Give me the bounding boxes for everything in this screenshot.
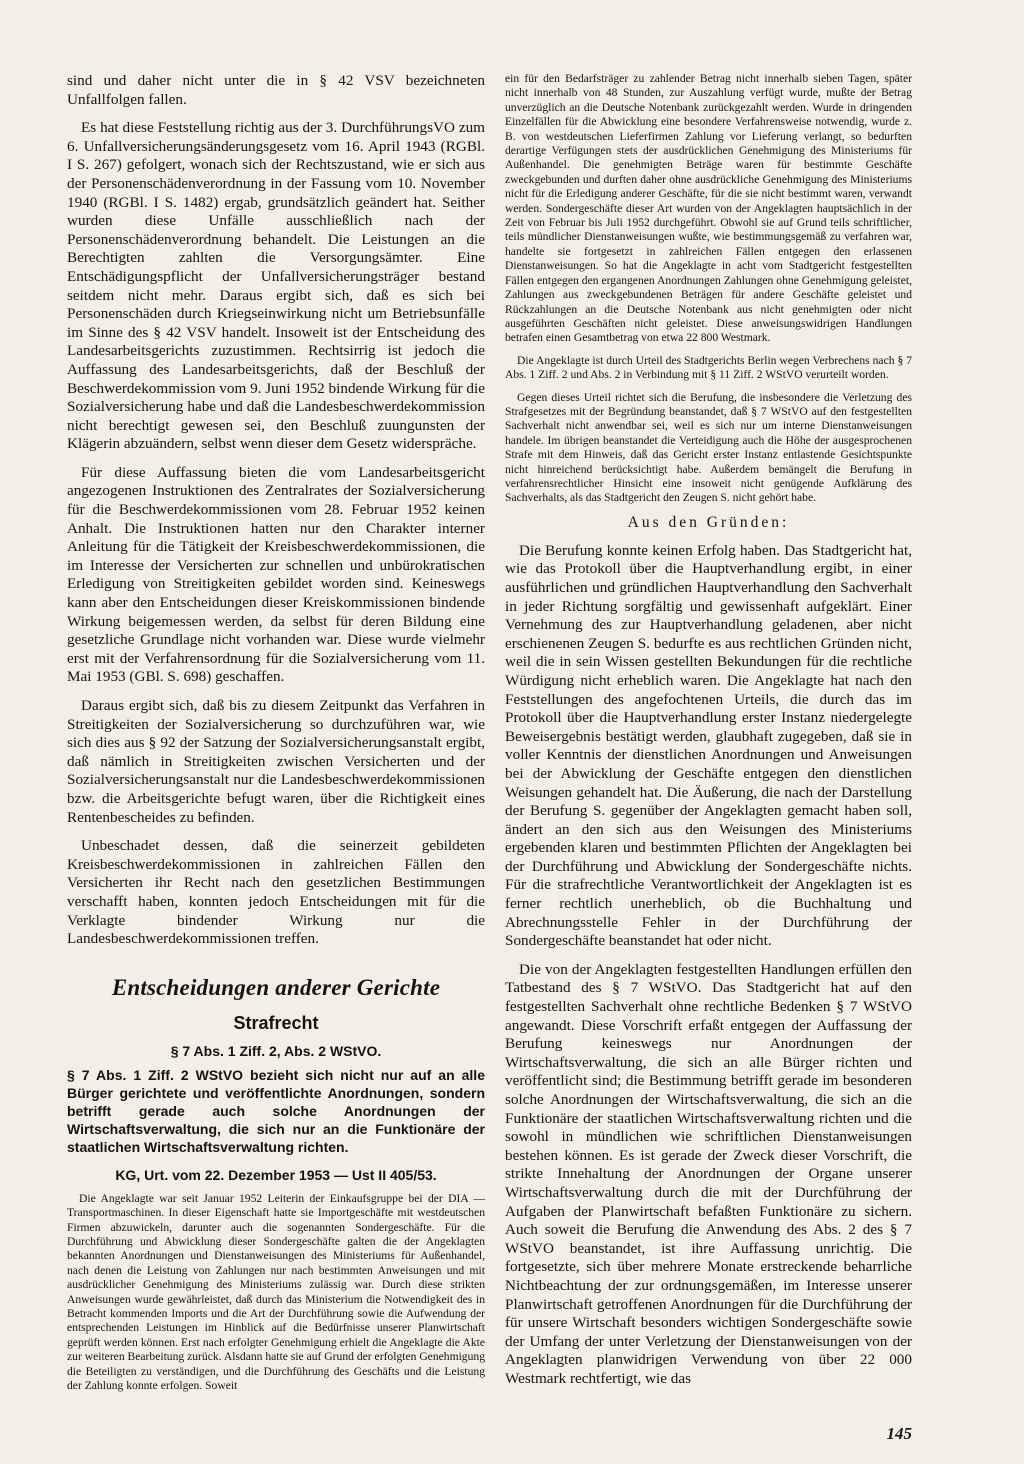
section-heading: Entscheidungen anderer Gerichte bbox=[111, 974, 441, 1000]
paragraph: Daraus ergibt sich, daß bis zu diesem Zeitpunkt das Verfahren in Streitigkeiten der Sozialversicherung so durchzuführen war, wie sich dies aus § 92 der Satzung der Sozialversicherungsanstalt ergibt, daß nämlich in Streitigkeiten zwischen Versicherten und der Sozialversicherungsanstalt nur die Landesbeschwerdekommissionen bzw. die Arbeitsgerichte befugt waren, über die Richtigkeit eines Rentenbescheides zu befinden. bbox=[67, 697, 485, 826]
case-reference: KG, Urt. vom 22. Dezember 1953 — Ust II 405/53. bbox=[115, 1166, 437, 1183]
sub-heading: Strafrecht bbox=[233, 1012, 319, 1033]
paragraph: Es hat diese Feststellung richtig aus der 3. DurchführungsVO zum 6. Unfallversicherungsänderungsgesetz vom 16. April 1943 (RGBl. I S. 267) gefolgert, wonach sich der Rechtszustand, wie er sich aus der Personenschädenverordnung in der Fassung vom 10. November 1940 (RGBl. I S. 1482) ergab, grundsätzlich geändert hat. Seither wurden diese Unfälle ausschließlich nach der Personenschädenverordnung behandelt. Die Leistungen an die Berechtigten zahlten die Versorgungsämter. Eine Entschädigungspflicht der Unfallversicherungsträger bestand seitdem nicht mehr. Daraus ergibt sich, daß es sich bei Personenschäden durch Kriegseinwirkung nicht um Betriebsunfälle im Sinne des § 42 VSV handelt. Insoweit ist der Entscheidung des Landesarbeitsgerichts zuzustimmen. Rechtsirrig ist jedoch die Auffassung des Landesarbeitsgerichts, daß der Beschluß der Beschwerdekommission vom 9. Juni 1952 bindende Wirkung für die Sozialversicherung habe und daß die Landesbeschwerdekommission nicht berechtigt gewesen sei, den Beschluß zuungunsten der Klägerin abzuändern, selbst wenn dieser dem Gesetz widerspräche. bbox=[67, 119, 485, 453]
paragraph: Gegen dieses Urteil richtet sich die Berufung, die insbesondere die Verletzung des Strafgesetzes mit der Begründung beanstandet, daß § 7 WStVO auf den festgestellten Sachverhalt nicht anwendbar sei, weil es sich nur um interne Dienstanweisungen handele. Im übrigen beanstandet die Verteidigung auch die Höhe der ausgesprochenen Strafe mit dem Hinweis, daß das Gericht erster Instanz entlastende Gesichtspunkte nicht hinreichend berücksichtigt habe. Außerdem bemängelt die Berufung in verfahrensrechtlicher Hinsicht eine insoweit nicht genügende Aufklärung des Sachverhalts, als das Stadtgericht den Zeugen S. nicht gehört habe. bbox=[505, 390, 912, 505]
paragraph: Die Angeklagte war seit Januar 1952 Leiterin der Einkaufsgruppe bei der DIA — Transportmaschinen. In dieser Eigenschaft hatte sie Importgeschäfte mit westdeutschen Firmen abzuwickeln, darunter auch die sogenannten Sondergeschäfte. Für die Durchführung und Abwicklung dieser Sondergeschäfte galten die der Angeklagten bekannten Anordnungen und Dienstanweisungen des Ministeriums für Außenhandel, nach denen die Leistung von Zahlungen nur nach bestimmten Anweisungen und mit ausdrücklicher Genehmigung des Ministeriums zulässig war. Durch diese strikten Anweisungen wurde gewährleistet, daß durch das Ministerium die Notwendigkeit des in Betracht kommenden Imports und die Art der Durchführung sowie die Aufwendung der entsprechenden Leistungen im Hinblick auf die Bedürfnisse unserer Planwirtschaft geprüft werden können. Erst nach erfolgter Genehmigung erhielt die Angeklagte die Akte zur weiteren Bearbeitung zurück. Alsdann hatte sie auf Grund der erfolgten Genehmigung die Beteiligten zu verständigen, und die Durchführung des Geschäfts und die Leistung der Zahlung konnte erfolgen. Soweit bbox=[67, 1191, 485, 1392]
paragraph: Für diese Auffassung bieten die vom Landesarbeitsgericht angezogenen Instruktionen des Zentralrates der Sozialversicherung für die Beschwerdekommissionen vom 28. Februar 1952 keinen Anhalt. Die Instruktionen hatten nur den Charakter interner Anleitung für die Tätigkeit der Kreisbeschwerdekommissionen, die im Interesse der Versicherten zur schnellen und unbürokratischen Erledigung von Streitigkeiten gebildet worden sind. Keineswegs kann aber den Entscheidungen dieser Kreiskommissionen bindende Wirkung beigemessen werden, da selbst für deren Bildung eine gesetzliche Grundlage nicht vorhanden war. Diese wurde vielmehr erst mit der Verfahrensordnung für die Sozialversicherung vom 11. Mai 1953 (GBl. S. 698) geschaffen. bbox=[67, 463, 485, 686]
paragraph: sind und daher nicht unter die in § 42 VSV bezeichneten Unfallfolgen fallen. bbox=[67, 72, 485, 108]
paragraph: Unbeschadet dessen, daß die seinerzeit gebildeten Kreisbeschwerdekommissionen in zahlreichen Fällen den Versicherten ihr Recht nach den gesetzlichen Bestimmungen verschafft haben, konnten jedoch Entscheidungen mit für die Verklagte bindender Wirkung nur die Landesbeschwerdekommissionen treffen. bbox=[67, 837, 485, 948]
headnote: § 7 Abs. 1 Ziff. 2 WStVO bezieht sich nicht nur auf an alle Bürger gerichtete und veröffentlichte Anordnungen, sondern betrifft gerade auch solche Anordnungen der Wirtschaftsverwaltung, die sich nur an die Funktionäre der staatlichen Wirtschaftsverwaltung richten. bbox=[67, 1066, 485, 1155]
norm-title: § 7 Abs. 1 Ziff. 2, Abs. 2 WStVO. bbox=[170, 1042, 382, 1059]
reasons-heading: Aus den Gründen: bbox=[627, 513, 790, 531]
facts-section bbox=[67, 1192, 485, 1394]
left-column bbox=[67, 72, 485, 1401]
paragraph: ein für den Bedarfsträger zu zahlender Betrag nicht innerhalb sieben Tagen, später nicht innerhalb von 48 Stunden, zur Auszahlung verfügt wurde, mußte der Betrag unverzüglich an die Deutsche Notenbank zurückgezahlt werden. Wurde in dringenden Einzelfällen für die Abwicklung eine besondere Verfahrensweise notwendig, wurde z. B. von westdeutschen Lieferfirmen Zahlung vor Lieferung verlangt, so bedurften derartige Verfügungen stets der ausdrücklichen Genehmigung des Ministeriums für Außenhandel. Die genehmigten Beträge waren für bestimmte Geschäfte zweckgebunden und durften daher ohne ausdrückliche Genehmigung des Ministeriums nicht für die Erledigung anderer Geschäfte, für die sie nicht bestimmt waren, verwandt werden. Sondergeschäfte dieser Art wurden von der Angeklagten hauptsächlich in der Zeit von Februar bis Juli 1952 durchgeführt. Obwohl sie auf Grund teils schriftlicher, teils mündlicher Dienstanweisungen wußte, wie bestimmungsgemäß zu verfahren war, handelte sie fortgesetzt in zahlreichen Fällen entgegen den erlassenen Dienstanweisungen. So hat die Angeklagte in acht vom Stadtgericht festgestellten Fällen entgegen den ergangenen Anordnungen Zahlungen ohne Genehmigung geleistet, Zahlungen aus zweckgebundenen Beträgen für andere Geschäfte geleistet und Rückzahlungen an die Deutsche Notenbank aus nicht genehmigten oder nicht ausgeführten Geschäften nicht geleistet. Diese anweisungswidrigen Handlungen betrafen einen Gesamtbetrag von etwa 22 800 Westmark. bbox=[505, 72, 912, 345]
page-number: 145 bbox=[886, 1424, 912, 1443]
right-column bbox=[505, 72, 912, 1399]
reasons-body bbox=[505, 542, 912, 1389]
paragraph: Die Angeklagte ist durch Urteil des Stadtgerichts Berlin wegen Verbrechens nach § 7 Abs. 1 Ziff. 2 und Abs. 2 in Verbindung mit § 11 Ziff. 2 WStVO verurteilt worden. bbox=[505, 353, 912, 382]
paragraph: Die von der Angeklagten festgestellten Handlungen erfüllen den Tatbestand des § 7 WStVO. Das Stadtgericht hat auf den festgestellten Sachverhalt ohne rechtliche Bedenken § 7 WStVO angewandt. Diese Vorschrift erfaßt entgegen der Auffassung der Berufung keineswegs nur Anordnungen der Wirtschaftsverwaltung, die sich an alle Bürger richten und veröffentlicht sind; die Bestimmung betrifft gerade im besonderen solche Anordnungen der Wirtschaftsverwaltung, die sich an die Funktionäre der staatlichen Wirtschaftsverwaltung richten und die sowohl in mündlichen wie schriftlichen Dienstanweisungen bestehen können. Es ist gerade der Zweck dieser Vorschrift, die strikte Innehaltung der Anordnungen der Organe unserer Wirtschaftsverwaltung durch die mit der Durchführung der Aufgaben der Planwirtschaft befaßten Funktionäre zu sichern. Auch soweit die Berufung die Anwendung des Abs. 2 des § 7 WStVO beanstandet, ist ihre Auffassung unrichtig. Die fortgesetzte, sich über mehrere Monate erstreckende beharrliche Nichtbeachtung der zur ordnungsgemäßen, im Interesse unserer Planwirtschaft getroffenen Anordnungen für die Durchführung der für unsere Wirtschaft besonders wichtigen Sondergeschäfte sowie der Umfang der unter Verletzung der Dienstanweisungen von der Angeklagten planwidrigen Verwendung von über 22 000 Westmark rechtfertigt, wie das bbox=[505, 960, 912, 1387]
paragraph: Die Berufung konnte keinen Erfolg haben. Das Stadtgericht hat, wie das Protokoll über die Hauptverhandlung ergibt, in einer ausführlichen und gründlichen Hauptverhandlung den Sachverhalt in jeder Richtung sorgfältig und gewissenhaft aufgeklärt. Einer Vernehmung des zur Hauptverhandlung geladenen, aber nicht erschienenen Zeugen S. bedurfte es aus rechtlichen Gründen nicht, weil die in sein Wissen gestellten Bekundungen für die rechtliche Würdigung nicht erheblich waren. Die Angeklagte hat nach den Feststellungen des angefochtenen Urteils, die durch das im Protokoll über die Hauptverhandlung erster Instanz niedergelegte Beweisergebnis bestätigt werden, glaubhaft zugegeben, daß sie in voller Kenntnis der dienstlichen Anordnungen und Anweisungen bei der Abwicklung der Geschäfte entgegen den dienstlichen Weisungen gehandelt hat. Die Äußerung, die nach der Darstellung der Berufung S. gegenüber der Angeklagten gemacht haben soll, ändert an den sich aus den Weisungen des Ministeriums ergebenden klaren und bestimmten Pflichten der Angeklagten bei der Durchführung und Abwicklung der Sondergeschäfte nichts. Für die strafrechtliche Verantwortlichkeit der Angeklagten ist es ferner rechtlich unerheblich, ob die Buchhaltung und Abrechnungsstelle Fehler in der Durchführung der Sondergeschäfte beanstandet hat oder nicht. bbox=[505, 541, 912, 950]
left-body bbox=[67, 72, 485, 949]
facts-continued bbox=[505, 72, 912, 506]
